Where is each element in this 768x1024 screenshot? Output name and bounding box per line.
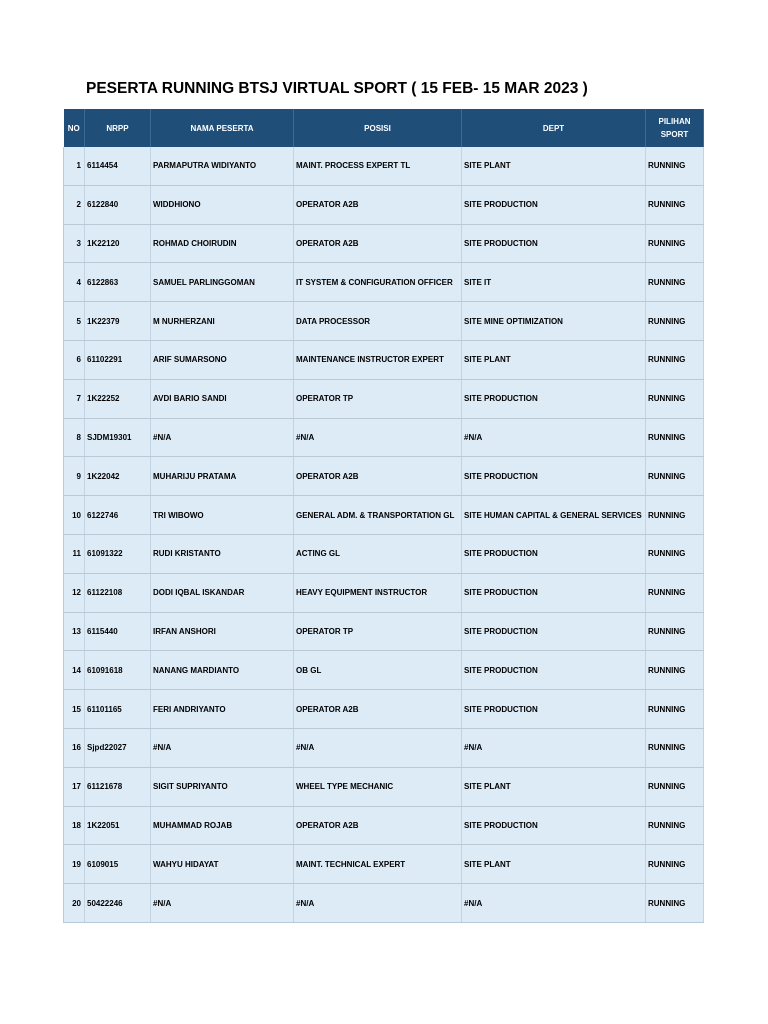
column-header-posisi: POSISI	[294, 109, 462, 147]
cell-nrpp: 50422246	[85, 884, 151, 923]
cell-nama-peserta: IRFAN ANSHORI	[151, 612, 294, 651]
cell-nrpp: 61091618	[85, 651, 151, 690]
column-header-nrpp: NRPP	[85, 109, 151, 147]
cell-posisi: #N/A	[294, 884, 462, 923]
table-row	[64, 651, 704, 690]
cell-dept: #N/A	[462, 884, 646, 923]
table-row	[64, 496, 704, 535]
cell-posisi: #N/A	[294, 728, 462, 767]
cell-pilihan-sport: RUNNING	[646, 340, 704, 379]
column-header-dept: DEPT	[462, 109, 646, 147]
table-row	[64, 185, 704, 224]
cell-no: 6	[64, 340, 85, 379]
page-title: PESERTA RUNNING BTSJ VIRTUAL SPORT ( 15 FEB- 15 MAR 2023 )	[86, 80, 588, 97]
participants-table	[63, 109, 704, 923]
cell-posisi: MAINT. PROCESS EXPERT TL	[294, 147, 462, 185]
cell-nrpp: 1K22042	[85, 457, 151, 496]
cell-pilihan-sport: RUNNING	[646, 302, 704, 341]
cell-dept: SITE IT	[462, 263, 646, 302]
cell-no: 4	[64, 263, 85, 302]
table-row	[64, 534, 704, 573]
cell-posisi: #N/A	[294, 418, 462, 457]
cell-dept: SITE PRODUCTION	[462, 224, 646, 263]
cell-nrpp: 61091322	[85, 534, 151, 573]
table-row	[64, 612, 704, 651]
cell-no: 15	[64, 690, 85, 729]
cell-pilihan-sport: RUNNING	[646, 147, 704, 185]
cell-pilihan-sport: RUNNING	[646, 651, 704, 690]
cell-nama-peserta: PARMAPUTRA WIDIYANTO	[151, 147, 294, 185]
cell-pilihan-sport: RUNNING	[646, 806, 704, 845]
table-row	[64, 147, 704, 185]
cell-dept: SITE PRODUCTION	[462, 457, 646, 496]
column-header-nama-peserta: NAMA PESERTA	[151, 109, 294, 147]
cell-nrpp: 1K22379	[85, 302, 151, 341]
cell-pilihan-sport: RUNNING	[646, 573, 704, 612]
cell-no: 10	[64, 496, 85, 535]
table-row	[64, 573, 704, 612]
cell-nrpp: 1K22051	[85, 806, 151, 845]
cell-dept: SITE PRODUCTION	[462, 573, 646, 612]
cell-no: 20	[64, 884, 85, 923]
cell-nrpp: 6115440	[85, 612, 151, 651]
cell-no: 17	[64, 767, 85, 806]
cell-no: 1	[64, 147, 85, 185]
cell-no: 7	[64, 379, 85, 418]
cell-nama-peserta: SIGIT SUPRIYANTO	[151, 767, 294, 806]
cell-pilihan-sport: RUNNING	[646, 534, 704, 573]
cell-posisi: OPERATOR A2B	[294, 806, 462, 845]
cell-posisi: OPERATOR A2B	[294, 224, 462, 263]
cell-dept: SITE PRODUCTION	[462, 379, 646, 418]
cell-nama-peserta: M NURHERZANI	[151, 302, 294, 341]
cell-dept: #N/A	[462, 418, 646, 457]
cell-pilihan-sport: RUNNING	[646, 728, 704, 767]
cell-no: 11	[64, 534, 85, 573]
cell-no: 19	[64, 845, 85, 884]
table-row	[64, 340, 704, 379]
cell-nama-peserta: WAHYU HIDAYAT	[151, 845, 294, 884]
cell-pilihan-sport: RUNNING	[646, 379, 704, 418]
cell-dept: SITE HUMAN CAPITAL & GENERAL SERVICES	[462, 496, 646, 535]
table-row	[64, 302, 704, 341]
cell-nama-peserta: #N/A	[151, 728, 294, 767]
table-row	[64, 845, 704, 884]
cell-pilihan-sport: RUNNING	[646, 185, 704, 224]
cell-nrpp: 61122108	[85, 573, 151, 612]
cell-nama-peserta: DODI IQBAL ISKANDAR	[151, 573, 294, 612]
cell-posisi: OPERATOR A2B	[294, 690, 462, 729]
cell-pilihan-sport: RUNNING	[646, 263, 704, 302]
cell-nrpp: 6122746	[85, 496, 151, 535]
cell-nrpp: 6122863	[85, 263, 151, 302]
cell-pilihan-sport: RUNNING	[646, 884, 704, 923]
cell-nrpp: 61121678	[85, 767, 151, 806]
cell-posisi: GENERAL ADM. & TRANSPORTATION GL	[294, 496, 462, 535]
cell-posisi: WHEEL TYPE MECHANIC	[294, 767, 462, 806]
cell-nrpp: 6122840	[85, 185, 151, 224]
cell-nrpp: 61101165	[85, 690, 151, 729]
cell-nama-peserta: #N/A	[151, 884, 294, 923]
cell-nama-peserta: RUDI KRISTANTO	[151, 534, 294, 573]
cell-nama-peserta: #N/A	[151, 418, 294, 457]
cell-no: 16	[64, 728, 85, 767]
cell-pilihan-sport: RUNNING	[646, 496, 704, 535]
cell-nama-peserta: NANANG MARDIANTO	[151, 651, 294, 690]
cell-nrpp: 1K22252	[85, 379, 151, 418]
cell-posisi: OPERATOR TP	[294, 612, 462, 651]
cell-pilihan-sport: RUNNING	[646, 457, 704, 496]
cell-dept: SITE PRODUCTION	[462, 612, 646, 651]
cell-nama-peserta: TRI WIBOWO	[151, 496, 294, 535]
cell-nrpp: 61102291	[85, 340, 151, 379]
cell-dept: SITE PRODUCTION	[462, 534, 646, 573]
cell-pilihan-sport: RUNNING	[646, 224, 704, 263]
cell-no: 2	[64, 185, 85, 224]
cell-pilihan-sport: RUNNING	[646, 845, 704, 884]
cell-nama-peserta: AVDI BARIO SANDI	[151, 379, 294, 418]
cell-posisi: OPERATOR TP	[294, 379, 462, 418]
cell-nama-peserta: SAMUEL PARLINGGOMAN	[151, 263, 294, 302]
table-row	[64, 457, 704, 496]
cell-nama-peserta: WIDDHIONO	[151, 185, 294, 224]
cell-posisi: OPERATOR A2B	[294, 457, 462, 496]
cell-nama-peserta: ROHMAD CHOIRUDIN	[151, 224, 294, 263]
cell-nama-peserta: FERI ANDRIYANTO	[151, 690, 294, 729]
cell-pilihan-sport: RUNNING	[646, 767, 704, 806]
cell-no: 5	[64, 302, 85, 341]
cell-pilihan-sport: RUNNING	[646, 612, 704, 651]
cell-dept: SITE MINE OPTIMIZATION	[462, 302, 646, 341]
table-row	[64, 418, 704, 457]
cell-no: 9	[64, 457, 85, 496]
cell-dept: SITE PLANT	[462, 340, 646, 379]
cell-no: 12	[64, 573, 85, 612]
column-header-no: NO	[64, 109, 85, 147]
cell-nrpp: 6114454	[85, 147, 151, 185]
cell-nama-peserta: MUHAMMAD ROJAB	[151, 806, 294, 845]
table-row	[64, 806, 704, 845]
cell-no: 13	[64, 612, 85, 651]
cell-dept: SITE PRODUCTION	[462, 690, 646, 729]
cell-dept: SITE PLANT	[462, 767, 646, 806]
cell-posisi: OPERATOR A2B	[294, 185, 462, 224]
table-header-row	[64, 109, 704, 147]
cell-no: 18	[64, 806, 85, 845]
cell-dept: SITE PLANT	[462, 147, 646, 185]
cell-posisi: OB GL	[294, 651, 462, 690]
cell-dept: SITE PRODUCTION	[462, 651, 646, 690]
cell-posisi: IT SYSTEM & CONFIGURATION OFFICER	[294, 263, 462, 302]
cell-dept: #N/A	[462, 728, 646, 767]
cell-nrpp: 1K22120	[85, 224, 151, 263]
cell-nama-peserta: MUHARIJU PRATAMA	[151, 457, 294, 496]
cell-posisi: HEAVY EQUIPMENT INSTRUCTOR	[294, 573, 462, 612]
cell-nama-peserta: ARIF SUMARSONO	[151, 340, 294, 379]
cell-no: 3	[64, 224, 85, 263]
cell-dept: SITE PRODUCTION	[462, 806, 646, 845]
column-header-pilihan-sport: PILIHAN SPORT	[646, 109, 704, 147]
cell-posisi: DATA PROCESSOR	[294, 302, 462, 341]
cell-nrpp: Sjpd22027	[85, 728, 151, 767]
cell-dept: SITE PLANT	[462, 845, 646, 884]
cell-posisi: MAINTENANCE INSTRUCTOR EXPERT	[294, 340, 462, 379]
cell-nrpp: SJDM19301	[85, 418, 151, 457]
table-row	[64, 690, 704, 729]
cell-no: 8	[64, 418, 85, 457]
cell-posisi: MAINT. TECHNICAL EXPERT	[294, 845, 462, 884]
table-row	[64, 379, 704, 418]
table-body	[64, 147, 704, 922]
cell-dept: SITE PRODUCTION	[462, 185, 646, 224]
cell-pilihan-sport: RUNNING	[646, 690, 704, 729]
table-row	[64, 224, 704, 263]
table-row	[64, 728, 704, 767]
table-row	[64, 884, 704, 923]
cell-pilihan-sport: RUNNING	[646, 418, 704, 457]
cell-posisi: ACTING GL	[294, 534, 462, 573]
table-row	[64, 767, 704, 806]
cell-no: 14	[64, 651, 85, 690]
cell-nrpp: 6109015	[85, 845, 151, 884]
table-row	[64, 263, 704, 302]
